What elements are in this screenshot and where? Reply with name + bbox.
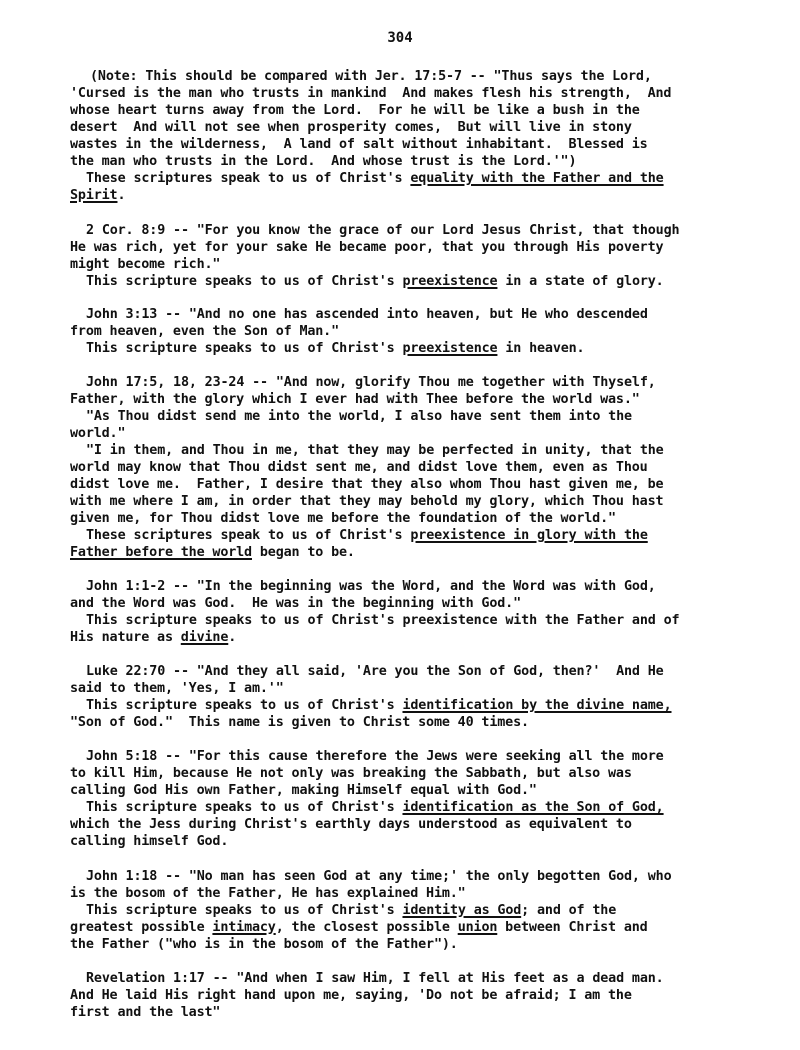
text-run: the Father ("who is in the bosom of the Father"). bbox=[70, 937, 458, 952]
text-line bbox=[70, 136, 648, 153]
text-line bbox=[70, 323, 339, 340]
text-run: and the Word was God. He was in the beginning with God." bbox=[70, 596, 521, 611]
text-line bbox=[86, 374, 656, 391]
text-run: calling himself God. bbox=[70, 834, 229, 849]
text-line bbox=[70, 476, 663, 493]
underlined-phrase: identification by the divine name, bbox=[402, 698, 672, 713]
text-line bbox=[86, 612, 679, 629]
text-line bbox=[70, 459, 648, 476]
text-run: These scriptures speak to us of Christ's bbox=[86, 171, 411, 186]
text-line bbox=[86, 222, 679, 239]
underlined-phrase: Father before the world bbox=[70, 545, 252, 560]
text-run: John 1:1-2 -- "In the beginning was the Word, and the Word was with God, bbox=[86, 579, 656, 594]
text-run: desert And will not see when prosperity comes, But will live in stony bbox=[70, 120, 632, 135]
text-line bbox=[70, 816, 632, 833]
text-line bbox=[70, 391, 640, 408]
text-line bbox=[70, 493, 663, 510]
text-line bbox=[70, 936, 458, 953]
underlined-phrase: divine bbox=[180, 630, 229, 645]
text-line bbox=[70, 1004, 220, 1021]
text-run: This scripture speaks to us of Christ's bbox=[86, 341, 403, 356]
text-run: whose heart turns away from the Lord. For he will be like a bush in the bbox=[70, 103, 640, 118]
text-run: 2 Cor. 8:9 -- "For you know the grace of our Lord Jesus Christ, that though bbox=[86, 223, 680, 238]
underlined-phrase: preexistence bbox=[402, 274, 498, 289]
text-line bbox=[86, 970, 664, 987]
underlined-phrase: identification as the Son of God, bbox=[402, 800, 664, 815]
text-line bbox=[86, 799, 664, 816]
text-line bbox=[70, 187, 125, 204]
text-line bbox=[70, 425, 125, 442]
underlined-phrase: Spirit bbox=[70, 188, 118, 203]
text-line bbox=[70, 987, 632, 1004]
text-run: between Christ and bbox=[497, 920, 648, 935]
text-run: first and the last" bbox=[70, 1005, 221, 1020]
text-run: "As Thou didst send me into the world, I also have sent them into the bbox=[86, 409, 632, 424]
text-line bbox=[70, 782, 537, 799]
text-run: And He laid His right hand upon me, saying, 'Do not be afraid; I am the bbox=[70, 988, 632, 1003]
text-run: to kill Him, because He not only was breaking the Sabbath, but also was bbox=[70, 766, 632, 781]
text-line bbox=[70, 765, 632, 782]
text-run: . bbox=[228, 630, 237, 645]
text-run: This scripture speaks to us of Christ's preexistence with the Father and of bbox=[86, 613, 680, 628]
text-run: is the bosom of the Father, He has explained Him." bbox=[70, 886, 466, 901]
text-run: "I in them, and Thou in me, that they may be perfected in unity, that the bbox=[86, 443, 664, 458]
text-line bbox=[86, 902, 616, 919]
text-run: the man who trusts in the Lord. And whose trust is the Lord.'") bbox=[70, 154, 577, 169]
text-run: John 5:18 -- "For this cause therefore the Jews were seeking all the more bbox=[86, 749, 664, 764]
text-line bbox=[86, 340, 584, 357]
text-line bbox=[86, 442, 664, 459]
text-run: Luke 22:70 -- "And they all said, 'Are you the Son of God, then?' And He bbox=[86, 664, 664, 679]
text-run: This scripture speaks to us of Christ's bbox=[86, 698, 403, 713]
text-line bbox=[70, 102, 640, 119]
text-line bbox=[86, 868, 671, 885]
text-run: John 17:5, 18, 23-24 -- "And now, glorify Thou me together with Thyself, bbox=[86, 375, 656, 390]
text-line bbox=[70, 256, 220, 273]
text-run: said to them, 'Yes, I am.'" bbox=[70, 681, 284, 696]
text-line bbox=[86, 697, 672, 714]
page-number: 304 bbox=[387, 30, 413, 46]
text-run: "Son of God." This name is given to Christ some 40 times. bbox=[70, 715, 529, 730]
text-run: began to be. bbox=[251, 545, 355, 560]
text-line bbox=[86, 306, 648, 323]
text-run: These scriptures speak to us of Christ's bbox=[86, 528, 411, 543]
underlined-phrase: intimacy bbox=[212, 920, 276, 935]
text-line bbox=[70, 885, 466, 902]
text-line bbox=[90, 68, 652, 85]
text-run: (Note: This should be compared with Jer. 17:5-7 -- "Thus says the Lord, bbox=[90, 69, 652, 84]
text-run: His nature as bbox=[70, 630, 181, 645]
text-line bbox=[70, 595, 521, 612]
text-line bbox=[86, 273, 664, 290]
text-line bbox=[86, 408, 632, 425]
text-line bbox=[86, 748, 664, 765]
text-line bbox=[70, 544, 355, 561]
text-run: might become rich." bbox=[70, 257, 221, 272]
text-run: John 1:18 -- "No man has seen God at any time;' the only begotten God, who bbox=[86, 869, 672, 884]
underlined-phrase: preexistence in glory with the bbox=[410, 528, 648, 543]
text-run: calling God His own Father, making Himself equal with God." bbox=[70, 783, 537, 798]
text-line bbox=[70, 629, 236, 646]
text-line bbox=[86, 170, 664, 187]
text-run: world." bbox=[70, 426, 126, 441]
text-run: from heaven, even the Son of Man." bbox=[70, 324, 340, 339]
text-run: He was rich, yet for your sake He became poor, that you through His poverty bbox=[70, 240, 664, 255]
underlined-phrase: equality with the Father and the bbox=[410, 171, 664, 186]
text-line bbox=[70, 714, 529, 731]
text-line bbox=[70, 85, 671, 102]
text-run: ; and of the bbox=[521, 903, 617, 918]
text-line bbox=[70, 833, 228, 850]
text-run: with me where I am, in order that they may behold my glory, which Thou hast bbox=[70, 494, 664, 509]
text-run: which the Jess during Christ's earthly days understood as equivalent to bbox=[70, 817, 632, 832]
underlined-phrase: union bbox=[457, 920, 498, 935]
text-run: , the closest possible bbox=[275, 920, 458, 935]
text-line bbox=[70, 239, 663, 256]
text-run: This scripture speaks to us of Christ's bbox=[86, 274, 403, 289]
text-run: This scripture speaks to us of Christ's bbox=[86, 903, 403, 918]
text-line bbox=[70, 510, 616, 527]
text-run: world may know that Thou didst sent me, and didst love them, even as Thou bbox=[70, 460, 648, 475]
text-run: John 3:13 -- "And no one has ascended into heaven, but He who descended bbox=[86, 307, 648, 322]
text-run: in heaven. bbox=[497, 341, 585, 356]
text-run: greatest possible bbox=[70, 920, 213, 935]
underlined-phrase: identity as God bbox=[402, 903, 522, 918]
text-line bbox=[70, 119, 632, 136]
text-line bbox=[86, 527, 648, 544]
text-run: wastes in the wilderness, A land of salt without inhabitant. Blessed is bbox=[70, 137, 648, 152]
text-run: Revelation 1:17 -- "And when I saw Him, I fell at His feet as a dead man. bbox=[86, 971, 664, 986]
text-line bbox=[86, 663, 664, 680]
text-run: in a state of glory. bbox=[497, 274, 664, 289]
text-run: given me, for Thou didst love me before the foundation of the world." bbox=[70, 511, 616, 526]
text-run: This scripture speaks to us of Christ's bbox=[86, 800, 403, 815]
text-line bbox=[70, 680, 284, 697]
text-run: Father, with the glory which I ever had with Thee before the world was." bbox=[70, 392, 640, 407]
text-run: . bbox=[117, 188, 126, 203]
underlined-phrase: preexistence bbox=[402, 341, 498, 356]
text-line bbox=[86, 578, 656, 595]
text-run: 'Cursed is the man who trusts in mankind And makes flesh his strength, And bbox=[70, 86, 672, 101]
text-line bbox=[70, 919, 648, 936]
text-run: didst love me. Father, I desire that they also whom Thou hast given me, be bbox=[70, 477, 664, 492]
text-line bbox=[70, 153, 576, 170]
